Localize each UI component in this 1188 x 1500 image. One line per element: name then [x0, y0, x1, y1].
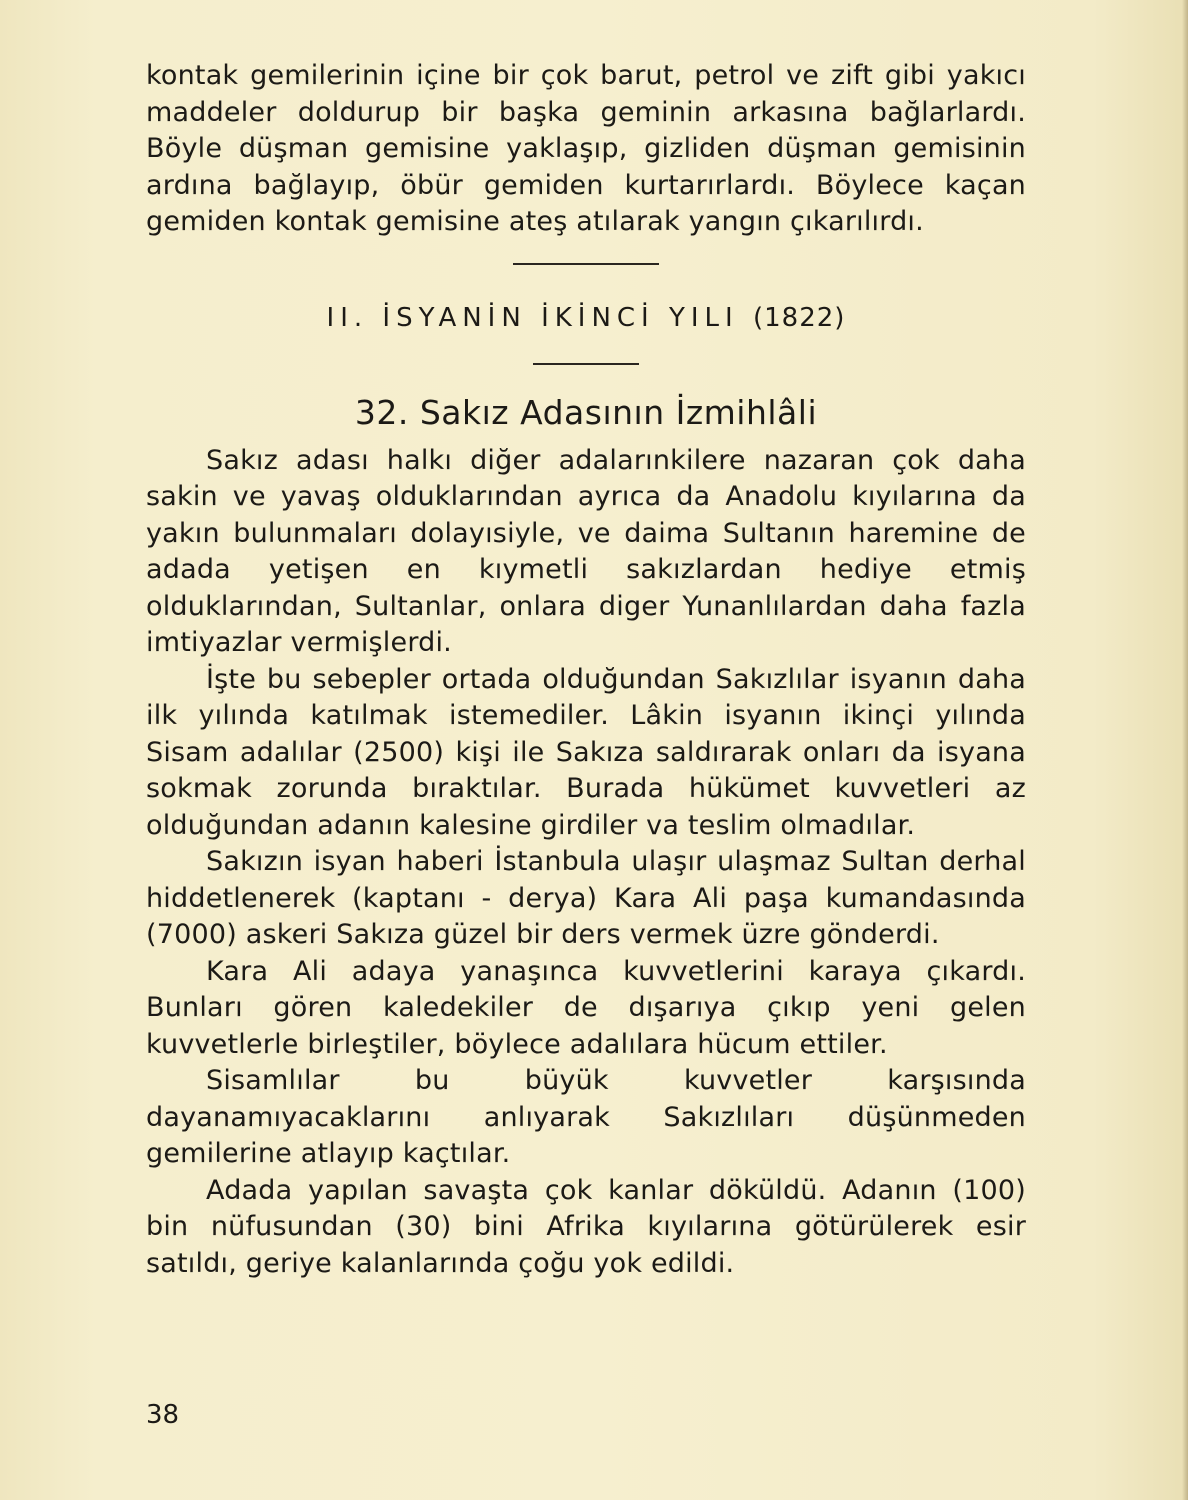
- page-edge-shadow: [1182, 0, 1188, 1500]
- page-number: 38: [146, 1400, 180, 1430]
- body-paragraph: Adada yapılan savaşta çok kanlar döküldü. Adanın (100) bin nüfusundan (30) bini Afrika kıyılarına götürülerek esir satıldı, geriye kalanlarında çoğu yok edildi.: [146, 1174, 1026, 1279]
- divider-rule-bottom: [533, 363, 639, 365]
- part-heading-year: (1822): [752, 302, 846, 333]
- divider-rule-top: [513, 263, 659, 265]
- body-paragraph: İşte bu sebepler ortada olduğundan Sakızlılar isyanın daha ilk yılında katılmak istemediler. Lâkin isyanın ikinçi yılında Sisam adalılar (2500) kişi ile Sakıza saldırarak onları da isyana sokmak zorunda bıraktılar. Burada hükümet kuvvetleri az olduğundan adanın kalesine girdiler va teslim olmadılar.: [146, 663, 1026, 841]
- page-content: [146, 58, 1026, 1282]
- part-heading: [146, 303, 1026, 333]
- body-paragraph: Sakızın isyan haberi İstanbula ulaşır ulaşmaz Sultan derhal hiddetlenerek (kaptanı - derya) Kara Ali paşa kumandasında (7000) askeri Sakıza güzel bir ders vermek üzre gönderdi.: [146, 846, 1026, 950]
- section-heading: 32. Sakız Adasının İzmihlâli: [354, 392, 818, 432]
- body-paragraph: Sisamlılar bu büyük kuvvetler karşısında dayanamıyacaklarını anlıyarak Sakızlıları düşünmeden gemilerine atlayıp kaçtılar.: [146, 1065, 1026, 1169]
- continued-paragraph: kontak gemilerinin içine bir çok barut, petrol ve zift gibi yakıcı maddeler doldurup bir başka geminin arkasına bağlarlardı. Böyle düşman gemisine yaklaşıp, gizliden düşman gemisinin ardına bağlayıp, öbür gemiden kurtarırlardı. Böylece kaçan gemiden kontak gemisine ateş atılarak yangın çıkarılırdı.: [146, 60, 1026, 237]
- part-heading-label: II. İSYANİN İKİNCİ YILI: [326, 302, 739, 333]
- body-paragraph: Kara Ali adaya yanaşınca kuvvetlerini karaya çıkardı. Bunları gören kaledekiler de dışarıya çıkıp yeni gelen kuvvetlerle birleştiler, böylece adalılara hücum ettiler.: [146, 955, 1026, 1060]
- body-paragraph: Sakız adası halkı diğer adalarınkilere nazaran çok daha sakin ve yavaş olduklarından ayrıca da Anadolu kıyılarına da yakın bulunmaları dolayısiyle, ve daima Sultanın haremine de adada yetişen en kıymetli sakızlardan hediye etmiş olduklarından, Sultanlar, onlara diger Yunanlılardan daha fazla imtiyazlar vermişlerdi.: [146, 444, 1026, 658]
